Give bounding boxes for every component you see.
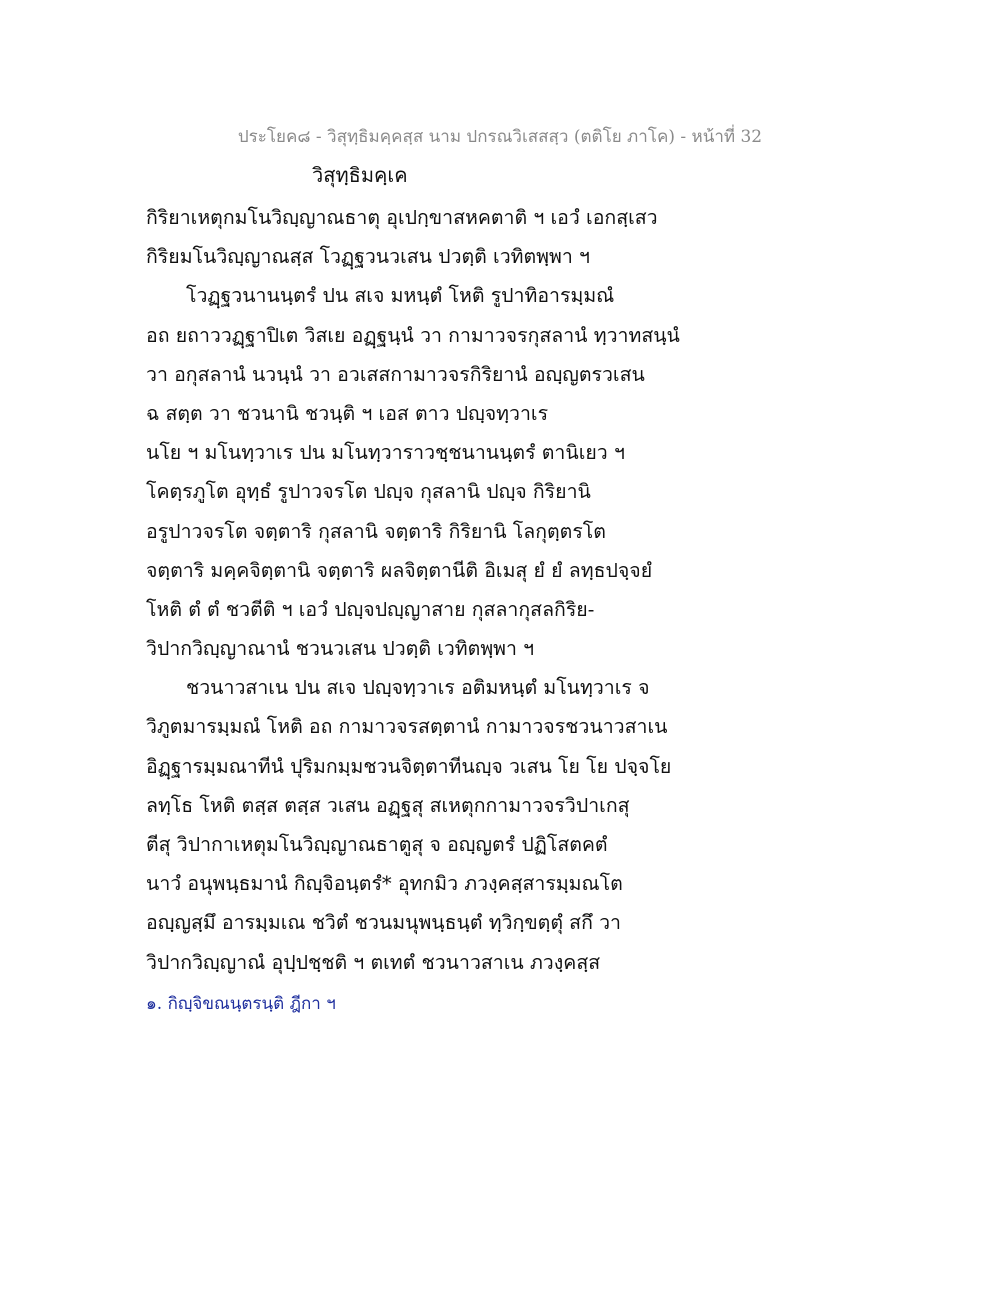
chapter-title: วิสุทฺธิมคฺเค — [312, 163, 408, 187]
text-line: อถ ยถาววฏฺฐาปิเต วิสเย อฏฺฐนฺนํ วา กามาวจรกุสลานํ ทฺวาทสนฺนํ — [146, 323, 680, 347]
text-line: ลทฺโธ โหติ ตสฺส ตสฺส วเสน อฏฺฐสุ สเหตุกกามาวจรวิปาเกสุ — [146, 793, 630, 817]
text-line: วา อกุสลานํ นวนฺนํ วา อวเสสกามาวจรกิริยานํ อญฺญตรวเสน — [146, 362, 645, 386]
running-header-text: ประโยค๘ - วิสุทฺธิมคฺคสฺส นาม ปกรณวิเสสสฺว (ตติโย ภาโค) - หน้าที่ 32 — [237, 127, 763, 147]
text-line: จตฺตาริ มคฺคจิตฺตานิ จตฺตาริ ผลจิตฺตานีติ อิเมสุ ยํ ยํ ลทฺธปจฺจยํ — [146, 558, 653, 582]
text-line: นโย ฯ มโนทฺวาเร ปน มโนทฺวาราวชฺชนานนฺตรํ ตานิเยว ฯ — [146, 441, 625, 465]
text-line: โหติ ตํ ตํ ชวตีติ ฯ เอวํ ปญฺจปญฺญาสาย กุสลากุสลกิริย- — [146, 597, 595, 621]
text-line: กิริยาเหตุกมโนวิญฺญาณธาตุ อุเปกฺขาสหคตาติ ฯ เอวํ เอกสฺเสว — [146, 206, 658, 229]
text-line: ฉ สตฺต วา ชวนานิ ชวนฺติ ฯ เอส ตาว ปญฺจทฺวาเร — [146, 401, 549, 425]
text-line: ตีสุ วิปากาเหตุมโนวิญฺญาณธาตูสุ จ อญฺญตรํ ปฏิโสตคตํ — [146, 833, 608, 856]
text-line: กิริยมโนวิญฺญาณสฺส โวฏฺฐวนวเสน ปวตฺติ เวทิตพฺพา ฯ — [146, 245, 590, 269]
text-line: อิฏฺฐารมฺมณาทีนํ ปุริมกมฺมชวนจิตฺตาทีนญฺจ วเสน โย โย ปจฺจโย — [146, 754, 672, 778]
body-text — [146, 198, 706, 982]
text-line: โวฏฺฐวนานนฺตรํ ปน สเจ มหนฺตํ โหติ รูปาทิอารมฺมณํ — [186, 284, 615, 308]
text-line: โคตฺรภูโต อุทฺธํ รูปาวจรโต ปญฺจ กุสลานิ ปญฺจ กิริยานิ — [146, 480, 591, 504]
footnote: ๑. กิญฺจิขณนฺตรนฺติ ฎีกา ฯ — [146, 994, 336, 1014]
text-line: วิภูตมารมฺมณํ โหติ อถ กามาวจรสตฺตานํ กามาวจรชวนาวสาเน — [146, 715, 668, 739]
running-header — [0, 123, 1000, 150]
text-line: วิปากวิญฺญาณํ อุปฺปชฺชติ ฯ ตเทตํ ชวนาวสาเน ภวงฺคสฺส — [146, 950, 601, 974]
text-line: อรูปาวจรโต จตฺตาริ กุสลานิ จตฺตาริ กิริยานิ โลกุตฺตรโต — [146, 519, 606, 543]
text-line: อญฺญสฺมึ อารมฺมเณ ชวิตํ ชวนมนุพนฺธนฺตํ ทฺวิกฺขตฺตุํ สกึ วา — [146, 911, 621, 935]
text-line: ชวนาวสาเน ปน สเจ ปญฺจทฺวาเร อติมหนฺตํ มโนทฺวาเร จ — [186, 676, 650, 700]
text-line: นาวํ อนุพนฺธมานํ กิญฺจิอนฺตรํ* อุทกมิว ภวงฺคสฺสารมฺมณโต — [146, 872, 623, 896]
text-line: วิปากวิญฺญาณานํ ชวนวเสน ปวตฺติ เวทิตพฺพา ฯ — [146, 637, 535, 661]
